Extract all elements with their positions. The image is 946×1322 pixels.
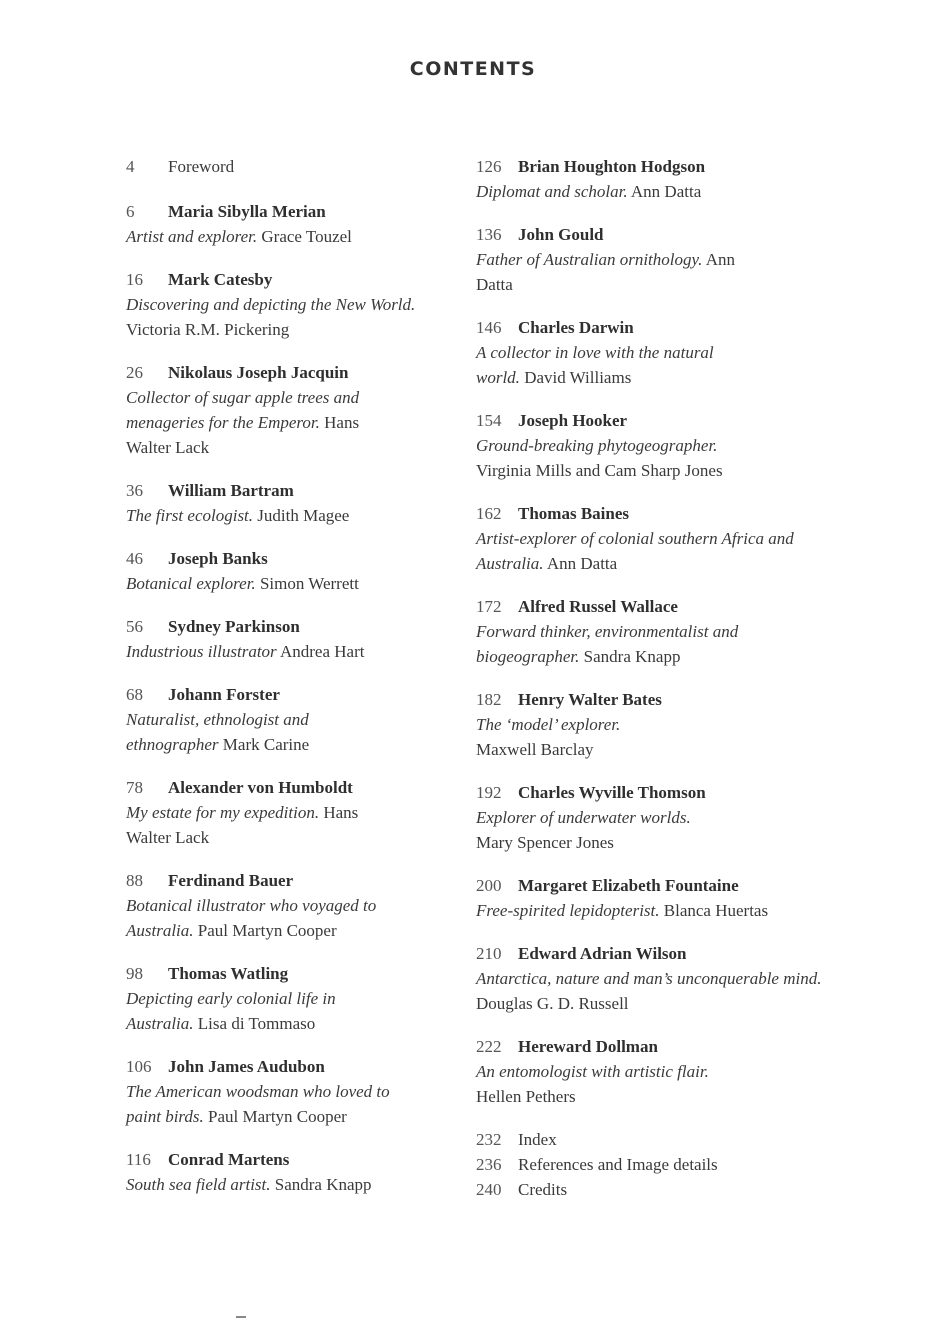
entry-author: Douglas G. D. Russell (476, 994, 629, 1013)
entry-name: Charles Darwin (518, 318, 634, 337)
page-number: 162 (476, 504, 502, 523)
entry-description: Discovering and depicting the New World. (126, 295, 416, 314)
page-number: 68 (126, 685, 143, 704)
page-number: 98 (126, 964, 143, 983)
entry-author: Hans Walter Lack (126, 803, 359, 847)
page-number: 210 (476, 944, 502, 963)
entry-name: Joseph Banks (168, 549, 268, 568)
entry-name: William Bartram (168, 481, 294, 500)
toc-entry[interactable] (126, 267, 416, 342)
entry-author: Simon Werrett (259, 574, 359, 593)
toc-entry[interactable] (476, 1127, 856, 1152)
entry-name: Ferdinand Bauer (168, 871, 294, 890)
toc-entry[interactable] (476, 1177, 856, 1202)
print-mark (236, 1316, 246, 1318)
page-number: 126 (476, 157, 502, 176)
page-number: 146 (476, 318, 502, 337)
page-number: 46 (126, 549, 143, 568)
entry-description: A collector in love with the natural world. (476, 343, 714, 387)
page-number: 26 (126, 363, 143, 382)
entry-name: Joseph Hooker (518, 411, 628, 430)
entry-description: Naturalist, ethnologist and ethnographer (126, 710, 309, 754)
page-number: 236 (476, 1155, 502, 1174)
entry-author: Mary Spencer Jones (476, 833, 614, 852)
page-number: 36 (126, 481, 143, 500)
entry-author: Judith Magee (257, 506, 350, 525)
entry-author: Hans Walter Lack (126, 413, 360, 457)
entry-description: Artist-explorer of colonial southern Africa and Australia. (476, 529, 794, 573)
entry-name: Charles Wyville Thomson (518, 783, 706, 802)
entry-name: Edward Adrian Wilson (518, 944, 687, 963)
toc-entry[interactable] (126, 478, 456, 528)
entry-author: Maxwell Barclay (476, 740, 594, 759)
toc-entry[interactable] (126, 682, 366, 757)
entry-author: Mark Carine (222, 735, 310, 754)
entry-author: Blanca Huertas (663, 901, 769, 920)
page-number: 78 (126, 778, 143, 797)
entry-name: John James Audubon (168, 1057, 325, 1076)
toc-entry[interactable] (476, 154, 856, 204)
entry-name: John Gould (518, 225, 604, 244)
entry-name: Thomas Baines (518, 504, 629, 523)
entry-title: References and Image details (518, 1155, 718, 1174)
left-column (126, 154, 456, 1197)
page-number: 88 (126, 871, 143, 890)
entry-description: Free-spirited lepidopterist. (476, 901, 660, 920)
toc-entry[interactable] (126, 961, 366, 1036)
back-matter-list (476, 1127, 856, 1202)
entry-description: South sea field artist. (126, 1175, 271, 1194)
entry-name: Alfred Russel Wallace (518, 597, 678, 616)
page-number: 16 (126, 270, 143, 289)
entry-author: Virginia Mills and Cam Sharp Jones (476, 461, 723, 480)
toc-entry[interactable] (126, 868, 406, 943)
entry-name: Henry Walter Bates (518, 690, 662, 709)
entry-description: Depicting early colonial life in Australia. (126, 989, 336, 1033)
entry-description: Antarctica, nature and man’s unconquerable mind. (476, 969, 822, 988)
entry-author: Paul Martyn Cooper (208, 1107, 347, 1126)
entry-name: Brian Houghton Hodgson (518, 157, 706, 176)
entry-description: Collector of sugar apple trees and menageries for the Emperor. (126, 388, 360, 432)
entry-name: Maria Sibylla Merian (168, 202, 326, 221)
page-number: 222 (476, 1037, 502, 1056)
entry-title: Credits (518, 1180, 568, 1199)
page-number: 56 (126, 617, 143, 636)
page-number: 172 (476, 597, 502, 616)
page-number: 192 (476, 783, 502, 802)
toc-entry[interactable] (126, 360, 388, 460)
entry-description: Industrious illustrator (126, 642, 277, 661)
page-number: 116 (126, 1150, 151, 1169)
entry-author: Andrea Hart (279, 642, 365, 661)
toc-entry[interactable] (476, 501, 796, 576)
toc-entry[interactable] (476, 1034, 751, 1109)
entry-author: Ann Datta (546, 554, 618, 573)
page-number: 200 (476, 876, 502, 895)
page-number: 182 (476, 690, 502, 709)
toc-entry[interactable] (126, 1054, 406, 1129)
entry-name: Mark Catesby (168, 270, 273, 289)
entry-description: The American woodsman who loved to paint birds. (126, 1082, 390, 1126)
toc-entry[interactable] (126, 1147, 456, 1197)
toc-entry[interactable] (126, 546, 456, 596)
entry-name: Conrad Martens (168, 1150, 290, 1169)
entry-author: Victoria R.M. Pickering (126, 320, 290, 339)
page-number: 4 (126, 157, 135, 176)
right-column (476, 154, 856, 1202)
toc-entry[interactable] (126, 154, 456, 179)
entry-description: Father of Australian ornithology. (476, 250, 703, 269)
entry-title: Index (518, 1130, 557, 1149)
toc-entry[interactable] (476, 780, 716, 855)
page-number: 136 (476, 225, 502, 244)
toc-entry[interactable] (476, 594, 786, 669)
entry-name: Hereward Dollman (518, 1037, 658, 1056)
entry-author: Hellen Pethers (476, 1087, 576, 1106)
entry-author: Ann Datta (630, 182, 702, 201)
entry-name: Margaret Elizabeth Fountaine (518, 876, 739, 895)
entry-description: The ‘model’ explorer. (476, 715, 621, 734)
entry-author: David Williams (524, 368, 632, 387)
entry-description: Forward thinker, environmentalist and biogeographer. (476, 622, 739, 666)
entry-description: Botanical illustrator who voyaged to Australia. (126, 896, 377, 940)
entry-name: Sydney Parkinson (168, 617, 300, 636)
entry-description: Botanical explorer. (126, 574, 256, 593)
page-title: CONTENTS (409, 58, 537, 80)
entry-name: Alexander von Humboldt (168, 778, 353, 797)
toc-entry[interactable] (476, 873, 856, 923)
entry-description: The first ecologist. (126, 506, 254, 525)
toc-entry[interactable] (476, 941, 826, 1016)
entry-author: Grace Touzel (261, 227, 352, 246)
toc-entry[interactable] (476, 315, 716, 390)
entry-description: Ground-breaking phytogeographer. (476, 436, 718, 455)
entry-description: Explorer of underwater worlds. (476, 808, 691, 827)
entry-name: Thomas Watling (168, 964, 289, 983)
page-number: 106 (126, 1057, 152, 1076)
entry-description: Artist and explorer. (126, 227, 258, 246)
entry-description: Diplomat and scholar. (476, 182, 628, 201)
page-number: 240 (476, 1180, 502, 1199)
entry-name: Johann Forster (168, 685, 280, 704)
toc-entry[interactable] (476, 1152, 856, 1177)
entry-title: Foreword (168, 157, 235, 176)
page-number: 154 (476, 411, 502, 430)
entry-name: Nikolaus Joseph Jacquin (168, 363, 349, 382)
entry-author: Lisa di Tommaso (197, 1014, 316, 1033)
entry-author: Paul Martyn Cooper (197, 921, 337, 940)
page-number: 232 (476, 1130, 502, 1149)
toc-entry[interactable] (126, 614, 456, 664)
entry-author: Sandra Knapp (274, 1175, 372, 1194)
toc-entry[interactable] (126, 199, 456, 249)
page-number: 6 (126, 202, 135, 221)
entry-author: Sandra Knapp (583, 647, 681, 666)
entry-author: Ann Datta (476, 250, 735, 294)
entry-description: An entomologist with artistic flair. (476, 1062, 709, 1081)
toc-entry[interactable] (476, 687, 676, 762)
toc-entry[interactable] (476, 222, 736, 297)
toc-entry[interactable] (126, 775, 366, 850)
entry-description: My estate for my expedition. (126, 803, 320, 822)
toc-entry[interactable] (476, 408, 766, 483)
